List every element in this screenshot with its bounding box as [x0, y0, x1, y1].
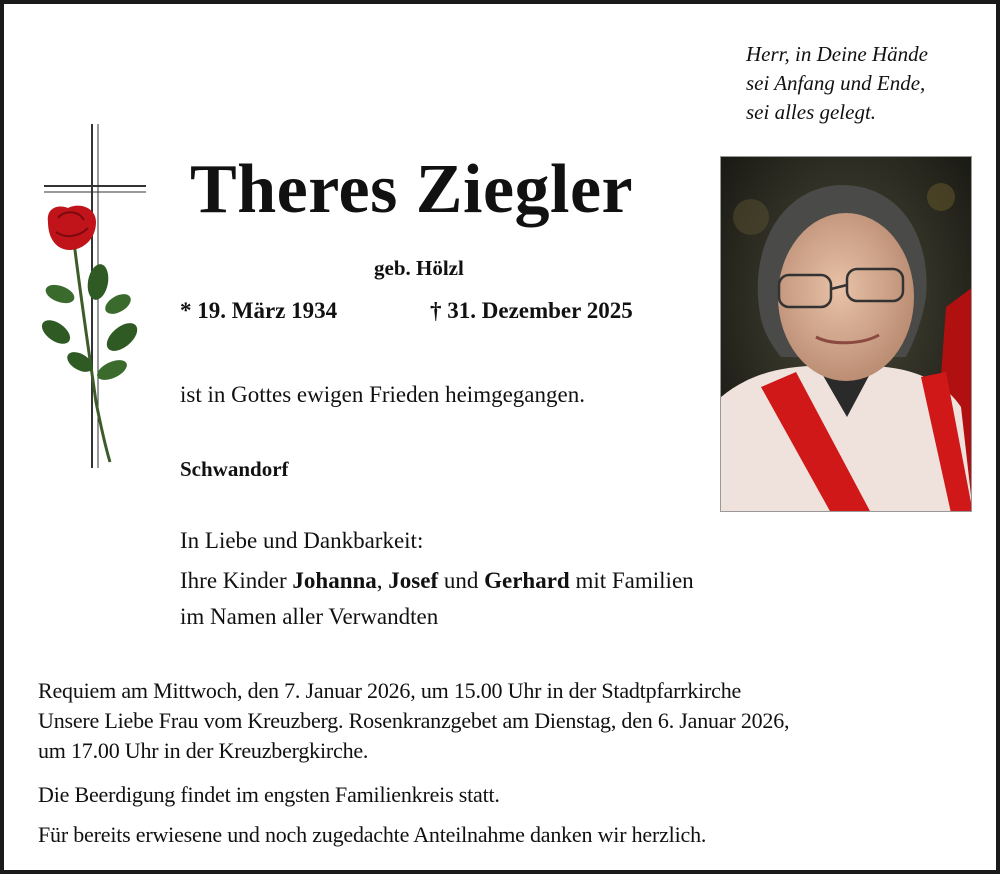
mourners-children: [180, 568, 694, 594]
child-name: Johanna: [292, 568, 377, 593]
verse-line: Herr, in Deine Hände: [746, 42, 928, 66]
child-name: Josef: [388, 568, 439, 593]
maiden-name: geb. Hölzl: [374, 256, 464, 280]
service-line: Requiem am Mittwoch, den 7. Januar 2026, um 15.00 Uhr in der Stadtpfarrkirche: [38, 678, 742, 703]
service-line: Unsere Liebe Frau vom Kreuzberg. Rosenkranzgebet am Dienstag, den 6. Januar 2026,: [38, 708, 790, 733]
closing-thanks: Für bereits erwiesene und noch zugedachte Anteilnahme danken wir herzlich.: [38, 822, 707, 847]
portrait-image: [721, 157, 972, 512]
child-name: Gerhard: [484, 568, 570, 593]
text: Ihre Kinder: [180, 568, 293, 593]
text: mit Familien: [569, 568, 694, 593]
burial-note: Die Beerdigung findet im engsten Familienkreis statt.: [38, 782, 500, 807]
text: ,: [376, 568, 389, 593]
cross-with-rose-icon: [34, 122, 154, 474]
portrait-photo: [720, 156, 972, 512]
deceased-name: Theres Ziegler: [190, 151, 634, 228]
mourners-relatives: im Namen aller Verwandten: [180, 604, 439, 629]
service-line: um 17.00 Uhr in der Kreuzbergkirche.: [38, 738, 369, 763]
birth-date: * 19. März 1934: [180, 298, 338, 323]
text: und: [438, 568, 485, 593]
verse-line: sei alles gelegt.: [746, 100, 877, 124]
death-date: † 31. Dezember 2025: [430, 298, 633, 323]
mourners-intro: In Liebe und Dankbarkeit:: [180, 528, 424, 553]
place: Schwandorf: [180, 457, 289, 481]
verse-line: sei Anfang und Ende,: [746, 71, 926, 95]
verse: [746, 40, 986, 127]
passing-message: ist in Gottes ewigen Frieden heimgegangen.: [180, 382, 585, 407]
